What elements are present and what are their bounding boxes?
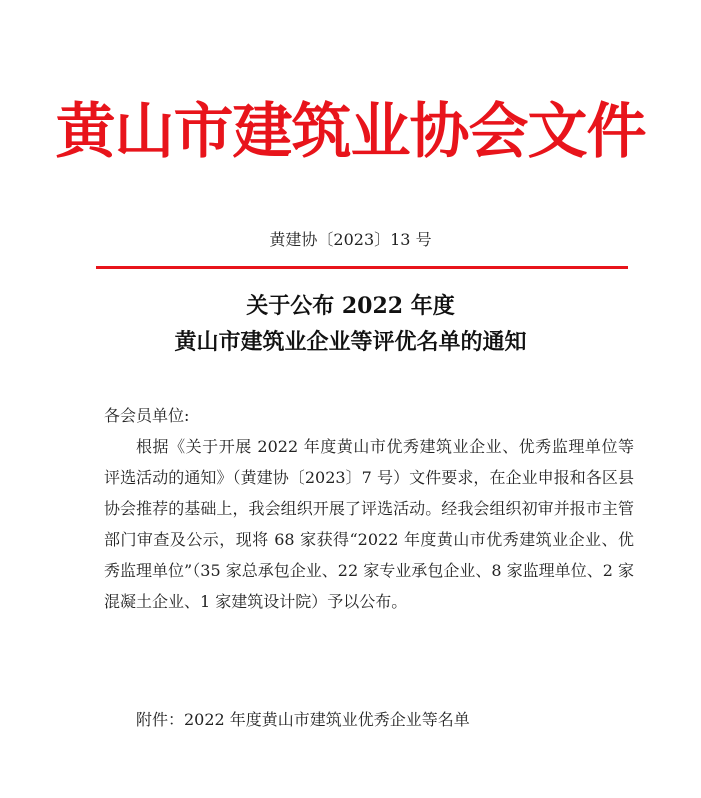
masthead-title: 黄山市建筑业协会文件 — [55, 97, 646, 167]
red-divider-line — [96, 266, 628, 269]
notice-title-line-2: 黄山市建筑业企业等评优名单的通知 — [174, 329, 527, 355]
notice-title — [0, 288, 701, 360]
body-paragraph: 根据《关于开展 2022 年度黄山市优秀建筑业企业、优秀监理单位等评选活动的通知》（黄建协〔2023〕7 号）文件要求，在企业申报和各区县协会推荐的基础上，我会组织开展了评选活动。经我会组织初审并报市主管部门审查及公示，现将 68 家获得“2022 年度黄山市优秀建筑业企业、优秀监理单位”（35 家总承包企业、22 家专业承包企业、8 家监理单位、2 家混凝土企业、1 家建筑设计院）予以公布。 — [104, 437, 634, 611]
document-number: 黄建协〔2023〕13 号 — [269, 230, 432, 249]
salutation: 各会员单位: — [104, 406, 190, 425]
notice-body — [104, 400, 634, 617]
attachment-line: 附件：2022 年度黄山市建筑业优秀企业等名单 — [136, 710, 470, 729]
notice-title-line-1: 关于公布 2022 年度 — [246, 293, 455, 319]
